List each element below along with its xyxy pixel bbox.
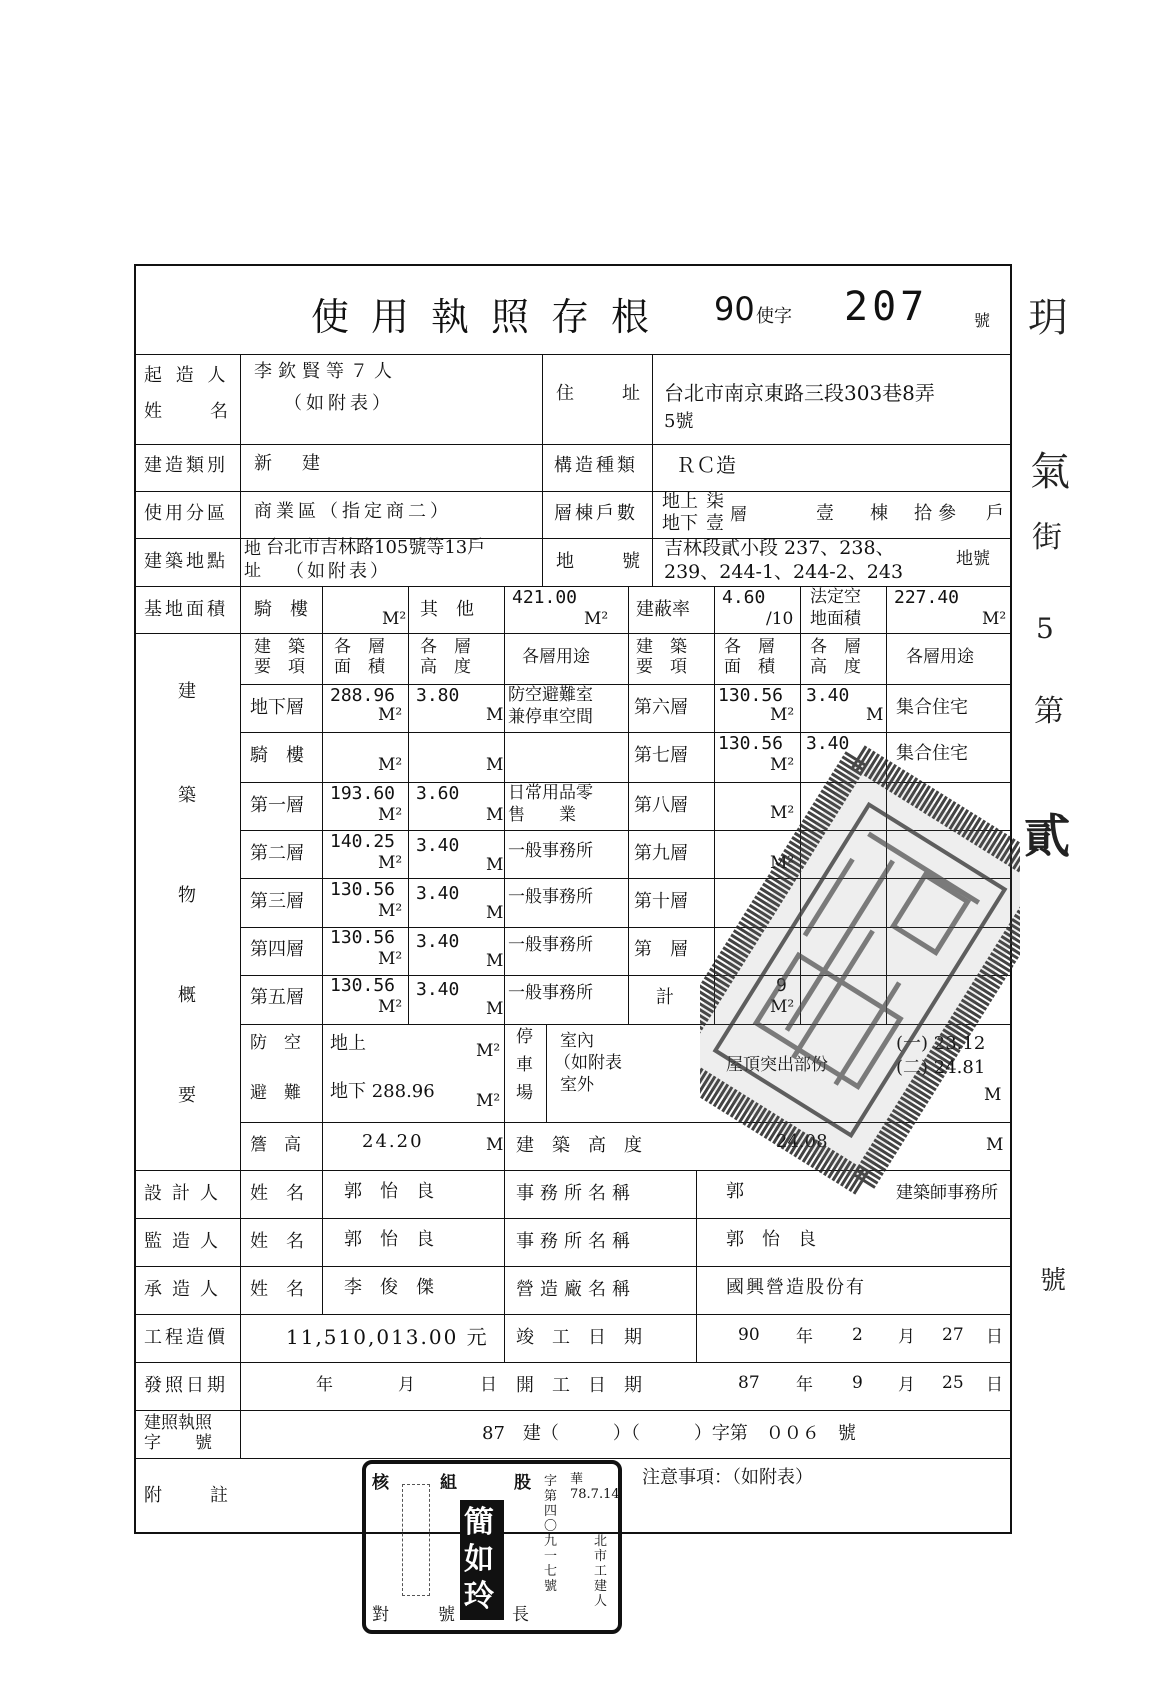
margin-char-5: 第 xyxy=(1034,694,1064,729)
title-year: 90 xyxy=(714,290,755,328)
address-line-2: 5號 xyxy=(664,411,694,432)
hdr-height-top: 各 層 xyxy=(420,637,471,657)
floor-use: 一般事務所 xyxy=(508,935,593,955)
section-char-3: 物 xyxy=(178,885,196,906)
margin-char-6: 貳 xyxy=(1024,809,1070,863)
floor-use-2: 售 業 xyxy=(508,805,576,825)
lot-label: 地 號 xyxy=(556,551,644,572)
site-area-label: 基地面積 xyxy=(144,599,228,620)
below-ground-value: 壹 xyxy=(706,513,724,534)
floor-name-r: 第十層 xyxy=(634,891,688,912)
zoning-label: 使用分區 xyxy=(144,503,228,524)
buildings-count: 壹 xyxy=(816,503,834,524)
lot-suffix: 地號 xyxy=(956,549,990,569)
shelter-label-top: 防 空 xyxy=(250,1033,301,1053)
floor-area: 193.60 xyxy=(330,783,396,804)
supervisor-label: 監造人 xyxy=(144,1231,228,1252)
applicant-note: （如附表） xyxy=(284,393,394,414)
building-height-label: 建 築 高 度 xyxy=(516,1135,642,1156)
completion-label: 竣 工 日 期 xyxy=(516,1327,642,1348)
form-title: 使用執照存根 xyxy=(311,295,672,339)
floor-name: 第一層 xyxy=(250,795,304,816)
applicant-label: 起 造 人 xyxy=(144,365,230,386)
floor-area-unit: M² xyxy=(378,755,403,775)
title-row xyxy=(136,266,1010,355)
issue-nian: 年 xyxy=(316,1375,333,1395)
official-seal-stamp xyxy=(700,730,1020,1210)
supervisor-office-label: 事務所名稱 xyxy=(516,1231,636,1252)
floor-name: 第三層 xyxy=(250,891,304,912)
parking-outdoor: 室外 xyxy=(560,1075,594,1095)
below-ground-label: 地下 xyxy=(662,513,698,534)
parking-char-2: 車 xyxy=(516,1055,533,1075)
floor-height: 3.60 xyxy=(416,783,460,804)
floor-area-unit-r: M² xyxy=(770,803,795,823)
section-char-2: 築 xyxy=(178,785,196,806)
hdr-area-bottom-r: 面 積 xyxy=(724,657,775,677)
title-char: 使字 xyxy=(756,306,792,327)
build-type-label: 建造類別 xyxy=(144,455,228,476)
remarks-value: 注意事項：（如附表） xyxy=(642,1467,813,1488)
completion-year: 90 xyxy=(738,1325,760,1345)
floor-height-unit: M xyxy=(486,855,504,875)
site-arcade-unit: M² xyxy=(382,609,407,629)
address-line-1: 台北市南京東路三段303巷8弄 xyxy=(664,381,935,405)
completion-yue: 月 xyxy=(898,1327,915,1347)
floor-height-unit: M xyxy=(486,705,504,725)
floors-unit: 層 xyxy=(730,505,747,525)
structure-value: ＲＣ造 xyxy=(676,453,736,477)
floor-area-unit: M² xyxy=(378,705,403,725)
permit-value: 87 建（ ）（ ）字第 ００６ 號 xyxy=(482,1423,856,1444)
site-other-label: 其 他 xyxy=(420,599,474,620)
permit-label-top: 建照執照 xyxy=(144,1413,212,1433)
floor-height: 3.40 xyxy=(416,835,460,856)
hdr-height-bottom: 高 度 xyxy=(420,657,471,677)
floor-height: 3.40 xyxy=(416,979,460,1000)
hdr-item-top-r: 建 築 xyxy=(636,637,687,657)
designer-label: 設計人 xyxy=(144,1183,228,1204)
floor-area-r: 130.56 xyxy=(718,733,784,754)
start-nian: 年 xyxy=(796,1375,813,1395)
shelter-label-bottom: 避 難 xyxy=(250,1083,301,1103)
floor-name-r: 第八層 xyxy=(634,795,688,816)
above-ground-value: 柒 xyxy=(706,491,724,512)
floor-area: 140.25 xyxy=(330,831,396,852)
total-area: 9 xyxy=(776,975,787,996)
floor-area-unit: M² xyxy=(378,901,403,921)
floor-area-unit-r: M² xyxy=(770,755,795,775)
designer-name-label: 姓 名 xyxy=(250,1183,304,1204)
hdr-area-bottom: 面 積 xyxy=(334,657,385,677)
supervisor-name-label: 姓 名 xyxy=(250,1231,304,1252)
parking-indoor: 室內 xyxy=(560,1031,594,1051)
open-area-label-bottom: 地面積 xyxy=(810,609,861,629)
buildings-unit: 棟 xyxy=(870,503,888,524)
section-char-1: 建 xyxy=(178,681,196,702)
hdr-height-top-r: 各 層 xyxy=(810,637,861,657)
zoning-value: 商業區（指定商二） xyxy=(254,501,452,522)
rooftop-label: 屋頂突出部份 xyxy=(726,1055,828,1075)
coverage-unit: /10 xyxy=(766,609,794,629)
shelter-above-unit: M² xyxy=(476,1041,501,1061)
rooftop-unit: M xyxy=(984,1085,1002,1105)
start-yue: 月 xyxy=(898,1375,915,1395)
supervisor-name: 郭 怡 良 xyxy=(344,1229,434,1250)
floor-height-r: 3.40 xyxy=(806,685,850,706)
start-ri: 日 xyxy=(986,1375,1003,1395)
completion-nian: 年 xyxy=(796,1327,813,1347)
floor-area: 130.56 xyxy=(330,879,396,900)
shelter-above: 地上 xyxy=(330,1033,366,1054)
issue-ri: 日 xyxy=(480,1375,497,1395)
stamp-bottom-mid: 號 xyxy=(438,1605,455,1625)
remarks-label: 附 註 xyxy=(144,1485,232,1506)
floor-use: 日常用品零 xyxy=(508,783,593,803)
open-area-unit: M² xyxy=(982,609,1007,629)
floor-area-unit: M² xyxy=(378,949,403,969)
permit-label-bottom: 字 號 xyxy=(144,1433,212,1453)
hdr-area-top-r: 各 層 xyxy=(724,637,775,657)
completion-month: 2 xyxy=(852,1325,863,1345)
stamp-office: 北市工建人 xyxy=(594,1534,608,1609)
addr-tag-bottom: 址 xyxy=(244,561,261,581)
stamp-date-line: 字第四〇九一七號 xyxy=(544,1474,558,1594)
structure-label: 構造種類 xyxy=(554,455,638,476)
stamp-name: 簡如玲 xyxy=(464,1505,494,1614)
start-day: 25 xyxy=(942,1373,964,1393)
floor-name-r: 第七層 xyxy=(634,745,688,766)
floor-area: 288.96 xyxy=(330,685,396,706)
floor-use-2: 兼停車空間 xyxy=(508,707,593,727)
floor-height: 3.80 xyxy=(416,685,460,706)
building-height-value: 24.08 xyxy=(776,1131,828,1152)
floor-height: 3.40 xyxy=(416,883,460,904)
start-year: 87 xyxy=(738,1373,760,1393)
floor-area-r: 130.56 xyxy=(718,685,784,706)
start-month: 9 xyxy=(852,1373,863,1393)
open-area-value: 227.40 xyxy=(894,587,960,608)
section-char-4: 概 xyxy=(178,985,196,1006)
floor-name: 地下層 xyxy=(250,697,304,718)
floor-height-unit: M xyxy=(486,755,504,775)
floor-area: 130.56 xyxy=(330,927,396,948)
floor-use: 防空避難室 xyxy=(508,685,593,705)
rooftop-value-2: (二) 24.81 xyxy=(896,1057,986,1078)
coverage-value: 4.60 xyxy=(722,587,766,608)
hdr-item-bottom-r: 要 項 xyxy=(636,657,687,677)
contractor-name: 李 俊 傑 xyxy=(344,1277,434,1298)
parking-char-1: 停 xyxy=(516,1027,533,1047)
floor-name: 第二層 xyxy=(250,843,304,864)
title-suffix: 號 xyxy=(974,311,991,330)
hdr-item-top: 建 築 xyxy=(254,637,305,657)
margin-char-7: 號 xyxy=(1040,1266,1067,1296)
floor-area-unit: M² xyxy=(378,805,403,825)
floor-height-unit-r: M xyxy=(866,705,884,725)
floor-name: 第五層 xyxy=(250,987,304,1008)
stamp-left-col: 核 xyxy=(372,1473,389,1493)
eave-unit: M xyxy=(486,1135,504,1155)
hdr-height-bottom-r: 高 度 xyxy=(810,657,861,677)
hdr-area-top: 各 層 xyxy=(334,637,385,657)
eave-label: 簷 高 xyxy=(250,1135,301,1155)
applicant-label-2: 姓 名 xyxy=(144,401,232,422)
lot-line-1: 吉林段貳小段 237、238、 xyxy=(664,537,895,559)
floor-use: 一般事務所 xyxy=(508,983,593,1003)
designer-name: 郭 怡 良 xyxy=(344,1181,434,1202)
margin-char-1: 玥 xyxy=(1028,295,1068,341)
floor-area: 130.56 xyxy=(330,975,396,996)
shelter-below: 地下 288.96 xyxy=(330,1081,435,1102)
hdr-use: 各層用途 xyxy=(522,647,590,667)
floor-area-unit-r: M² xyxy=(770,705,795,725)
site-arcade-label: 騎 樓 xyxy=(254,599,308,620)
completion-ri: 日 xyxy=(986,1327,1003,1347)
designer-office-label: 事務所名稱 xyxy=(516,1183,636,1204)
floor-height-unit: M xyxy=(486,951,504,971)
cost-value: 11,510,013.00 元 xyxy=(286,1325,489,1349)
floor-height-unit: M xyxy=(486,903,504,923)
floor-use: 一般事務所 xyxy=(508,841,593,861)
floor-use-r: 集合住宅 xyxy=(896,697,968,718)
floor-name: 騎 樓 xyxy=(250,745,304,766)
shelter-below-unit: M² xyxy=(476,1091,501,1111)
parking-char-3: 場 xyxy=(516,1083,533,1103)
floor-area-unit: M² xyxy=(378,997,403,1017)
floor-height-unit: M xyxy=(486,999,504,1019)
hdr-use-r: 各層用途 xyxy=(906,647,974,667)
floor-name: 第四層 xyxy=(250,939,304,960)
site-other-unit: M² xyxy=(584,609,609,629)
location-label: 建築地點 xyxy=(144,551,228,572)
floor-name-r: 計 xyxy=(656,987,674,1008)
floor-height: 3.40 xyxy=(416,931,460,952)
building-height-unit: M xyxy=(986,1135,1004,1155)
stamp-date-top: 華78.7.14 xyxy=(570,1472,620,1502)
stamp-bottom-left: 對 xyxy=(372,1605,389,1625)
open-area-label-top: 法定空 xyxy=(810,587,861,607)
floor-height-unit: M xyxy=(486,805,504,825)
rooftop-value-1: (一) 23.12 xyxy=(896,1033,986,1054)
site-other-value: 421.00 xyxy=(512,587,578,608)
designer-office-suffix: 建築師事務所 xyxy=(896,1183,998,1203)
floor-use: 一般事務所 xyxy=(508,887,593,907)
start-label: 開 工 日 期 xyxy=(516,1375,642,1396)
margin-char-2: 氣 xyxy=(1030,449,1070,495)
site-address: 台北市吉林路105號等13戶 xyxy=(266,537,486,558)
approval-stamp xyxy=(362,1460,622,1634)
floors-units-label: 層棟戶數 xyxy=(554,503,638,524)
parking-attached: （如附表 xyxy=(554,1053,622,1073)
stamp-bottom-right: 長 xyxy=(512,1605,529,1625)
above-ground-label: 地上 xyxy=(662,491,698,512)
eave-value: 24.20 xyxy=(362,1131,424,1152)
floor-height-r: 3.40 xyxy=(806,733,850,754)
applicant-name: 李欽賢等７人 xyxy=(254,361,398,382)
cost-label: 工程造價 xyxy=(144,1327,228,1348)
margin-char-3: 街 xyxy=(1032,520,1062,555)
issue-date-label: 發照日期 xyxy=(144,1375,228,1396)
units-unit: 戶 xyxy=(986,503,1004,524)
floor-area-unit-r: M² xyxy=(770,853,795,873)
floor-name-r: 第九層 xyxy=(634,843,688,864)
contractor-firm: 國興營造股份有 xyxy=(726,1277,866,1298)
floor-area-unit: M² xyxy=(378,853,403,873)
completion-day: 27 xyxy=(942,1325,964,1345)
coverage-label: 建蔽率 xyxy=(636,599,690,620)
floor-name-r: 第六層 xyxy=(634,697,688,718)
margin-char-4: 5 xyxy=(1036,612,1054,645)
contractor-firm-label: 營造廠名稱 xyxy=(516,1279,636,1300)
stamp-scribble xyxy=(402,1484,430,1596)
floor-name-r: 第 層 xyxy=(634,939,688,960)
hdr-item-bottom: 要 項 xyxy=(254,657,305,677)
designer-office: 郭 xyxy=(726,1181,744,1202)
floor-use-r: 集合住宅 xyxy=(896,743,968,764)
permit-number: 207 xyxy=(844,284,929,330)
total-area-unit: M² xyxy=(770,997,795,1017)
address-label: 住 址 xyxy=(556,383,644,404)
stamp-right-col: 股 xyxy=(514,1473,531,1493)
stamp-mid-col: 組 xyxy=(440,1473,457,1493)
issue-yue: 月 xyxy=(398,1375,415,1395)
section-char-5: 要 xyxy=(178,1085,196,1106)
supervisor-office: 郭 怡 良 xyxy=(726,1229,816,1250)
build-type-value: 新 建 xyxy=(254,453,326,474)
contractor-name-label: 姓 名 xyxy=(250,1279,304,1300)
addr-tag-top: 地 xyxy=(244,539,261,559)
contractor-label: 承造人 xyxy=(144,1279,228,1300)
site-address-note: （如附表） xyxy=(286,561,391,582)
lot-line-2: 239、244-1、244-2、243 xyxy=(664,561,904,583)
units-count: 拾參 xyxy=(914,503,962,524)
